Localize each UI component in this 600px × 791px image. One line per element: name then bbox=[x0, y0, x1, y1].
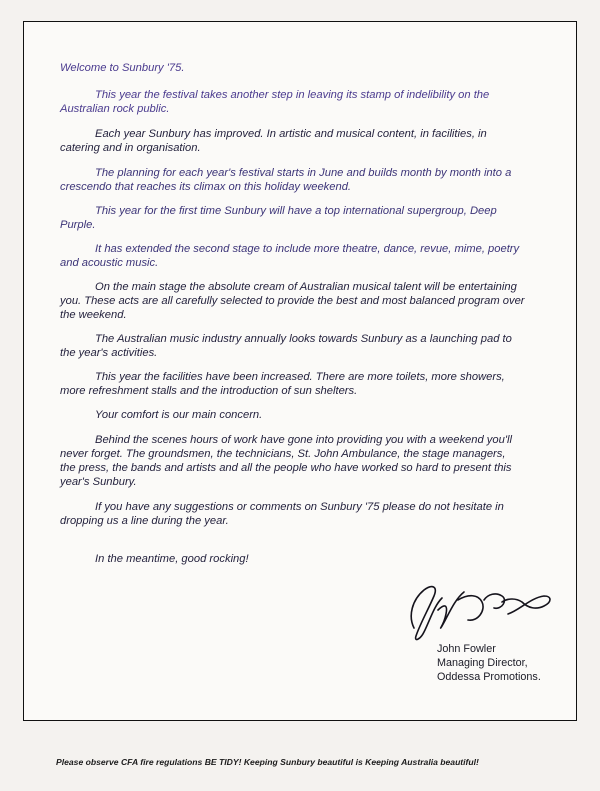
letter-line: Your comfort is our main concern. bbox=[95, 409, 263, 421]
letter-line: the press, the bands and artists and all the people who have worked so hard to present this bbox=[60, 462, 512, 474]
letter-line: If you have any suggestions or comments on Sunbury '75 please do not hesitate in bbox=[95, 501, 504, 513]
closing-line: In the meantime, good rocking! bbox=[95, 553, 249, 565]
signoff-company: Oddessa Promotions. bbox=[437, 671, 541, 683]
letter-line: crescendo that reaches its climax on this holiday weekend. bbox=[60, 181, 352, 193]
letter-line: Australian rock public. bbox=[60, 103, 170, 115]
letter-line: never forget. The groundsmen, the technicians, St. John Ambulance, the stage managers, bbox=[60, 448, 506, 460]
letter-line: Each year Sunbury has improved. In artistic and musical content, in facilities, in bbox=[95, 128, 487, 140]
letter-line: catering and in organisation. bbox=[60, 142, 201, 154]
letter-line: the year's activities. bbox=[60, 347, 158, 359]
greeting: Welcome to Sunbury '75. bbox=[60, 62, 185, 74]
letter-line: year's Sunbury. bbox=[60, 476, 137, 488]
letter-line: and acoustic music. bbox=[60, 257, 159, 269]
letter-line: It has extended the second stage to include more theatre, dance, revue, mime, poetry bbox=[95, 243, 520, 255]
letter-line: On the main stage the absolute cream of Australian musical talent will be entertaining bbox=[95, 281, 517, 293]
letter-line: This year for the first time Sunbury will have a top international supergroup, Deep bbox=[95, 205, 497, 217]
letter-line: The planning for each year's festival starts in June and builds month by month into a bbox=[95, 167, 512, 179]
signoff-title: Managing Director, bbox=[437, 657, 528, 669]
signature-image bbox=[398, 570, 558, 650]
letter-line: The Australian music industry annually looks towards Sunbury as a launching pad to bbox=[95, 333, 512, 345]
letter-line: This year the festival takes another step in leaving its stamp of indelibility on the bbox=[95, 89, 490, 101]
letter-line: more refreshment stalls and the introduction of sun shelters. bbox=[60, 385, 358, 397]
letter-line: dropping us a line during the year. bbox=[60, 515, 229, 527]
footer-notice: Please observe CFA fire regulations BE TIDY! Keeping Sunbury beautiful is Keeping Australia beautiful! bbox=[56, 757, 479, 767]
letter-line: the weekend. bbox=[60, 309, 127, 321]
letter-line: you. These acts are all carefully selected to provide the best and most balanced program over bbox=[60, 295, 525, 307]
letter-line: This year the facilities have been increased. There are more toilets, more showers, bbox=[95, 371, 505, 383]
letter-line: Behind the scenes hours of work have gone into providing you with a weekend you'll bbox=[95, 434, 512, 446]
signoff-name: John Fowler bbox=[437, 643, 496, 655]
letter-line: Purple. bbox=[60, 219, 96, 231]
